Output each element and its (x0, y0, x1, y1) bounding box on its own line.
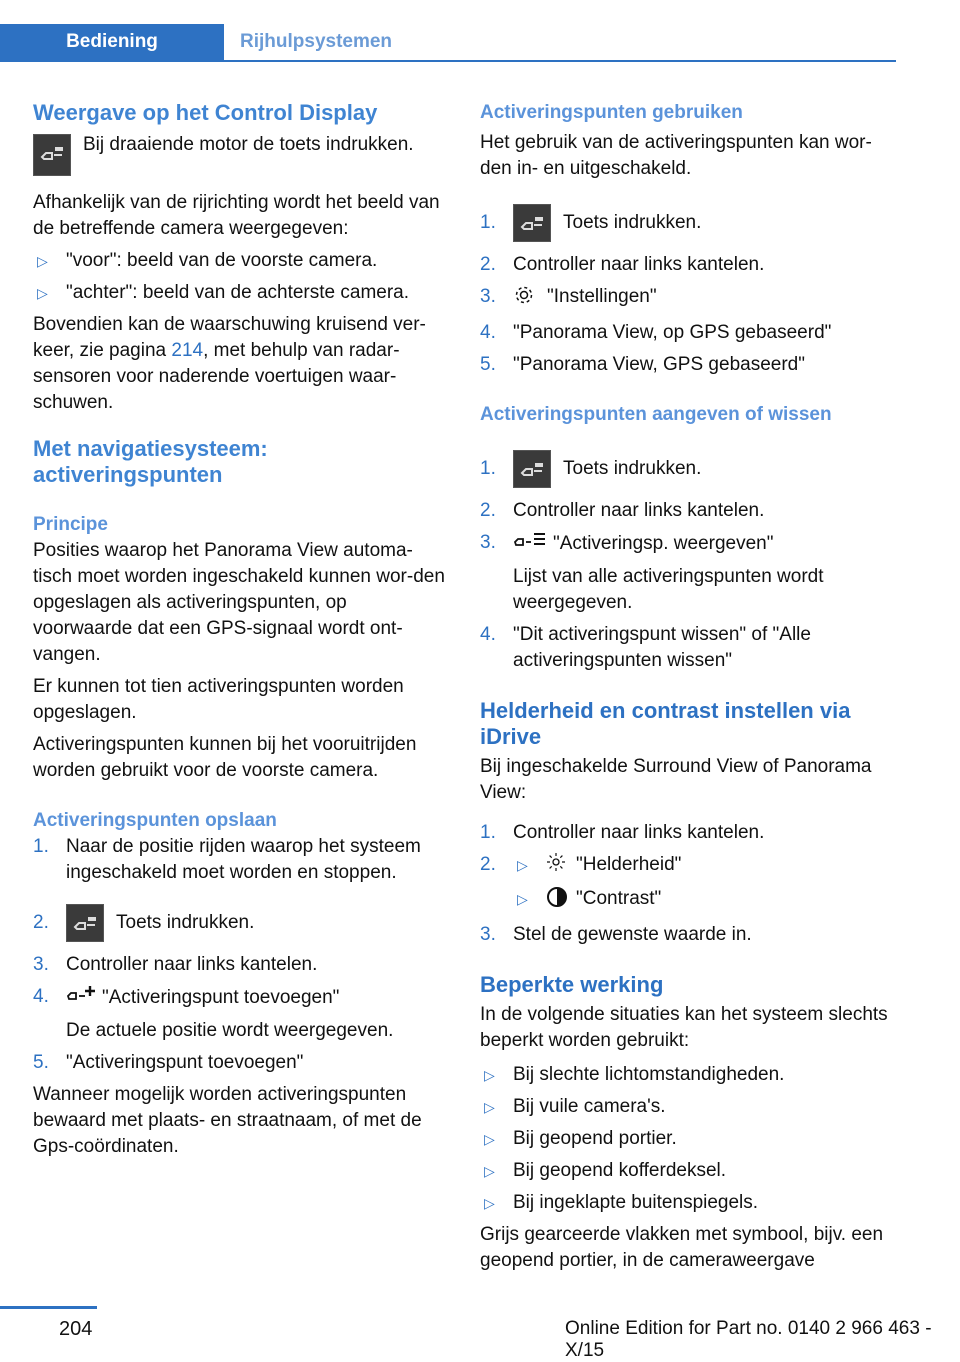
list-item: ▷ Bij vuile camera's. (480, 1094, 900, 1126)
edition-text: Online Edition for Part no. 0140 2 966 463 - X/15 (565, 1318, 932, 1361)
heading-opslaan: Activeringspunten opslaan (33, 810, 277, 831)
tab-rijhulpsystemen[interactable]: Rijhulpsystemen (240, 31, 393, 52)
tab-bediening[interactable]: Bediening (0, 24, 224, 60)
list-item: 3. "Activeringsp. weergeven" Lijst van alle activeringspunten wordt weergegeven. (480, 532, 824, 613)
bullet-triangle-icon: ▷ (37, 253, 48, 269)
p-principe-3: Activeringspunten kunnen bij het vooruitrijden worden gebruikt voor de voorste camera. (33, 734, 417, 781)
camera-button-icon (513, 204, 551, 242)
bullet-triangle-icon: ▷ (484, 1163, 495, 1179)
footer-divider (0, 1306, 97, 1309)
list-item: 2. Controller naar links kantelen. (480, 500, 765, 521)
heading-nav: Met navigatiesysteem: activeringspunten (33, 436, 268, 487)
bullet-triangle-icon: ▷ (37, 285, 48, 301)
opslaan-steps (33, 834, 448, 1076)
list-item: 2. Toets indrukken. (33, 900, 448, 946)
p-beperkt: In de volgende situaties kan het systeem slechts beperkt worden gebruikt: (480, 1004, 888, 1051)
list-item: 4. "Activeringspunt toevoegen" De actuele positie wordt weergegeven. (33, 986, 394, 1041)
left-column (33, 100, 448, 1160)
list-item: ▷ Bij ingeklapte buitenspiegels. (480, 1190, 900, 1222)
bullet-triangle-icon: ▷ (484, 1195, 495, 1211)
list-item: 1. Controller naar links kantelen. (480, 822, 765, 843)
aangeven-steps (480, 446, 900, 674)
bullet-triangle-icon: ▷ (484, 1131, 495, 1147)
p-direction: Afhankelijk van de rijrichting wordt het beeld van de betreffende camera weergegeven: (33, 192, 440, 239)
bullet-triangle-icon: ▷ (517, 857, 528, 873)
heading-principe: Principe (33, 514, 108, 535)
p-end: Wanneer mogelijk worden activeringspunten bewaard met plaats- en straatnaam, of met de Gps-coördinaten. (33, 1084, 422, 1157)
heading-gebruiken: Activeringspunten gebruiken (480, 102, 743, 123)
list-item: 5. "Activeringspunt toevoegen" (33, 1052, 304, 1073)
heading-helderheid: Helderheid en contrast instellen via iDrive (480, 698, 851, 749)
list-item: ▷ Bij slechte lichtomstandigheden. (480, 1062, 900, 1094)
p-warning: Bovendien kan de waarschuwing kruisend ver‐keer, zie pagina 214, met behulp van radar‐sensoren voor naderende voertuigen waar‐schuwen. (33, 314, 426, 413)
list-item: ▷ "voor": beeld van de voorste camera. (33, 248, 448, 280)
heading-display: Weergave op het Control Display (33, 100, 378, 125)
heading-aangeven: Activeringspunten aangeven of wissen (480, 404, 832, 425)
gear-icon (513, 284, 547, 314)
list-item: 3. "Instellingen" (480, 284, 900, 314)
camera-button-icon (33, 134, 71, 176)
list-item: 5. "Panorama View, GPS gebaseerd" (480, 354, 805, 375)
list-item: ▷ "achter": beeld van de achterste camera. (33, 280, 448, 312)
camera-button-icon (66, 904, 104, 942)
display-text: Bij draaiende motor de toets indrukken. (83, 134, 414, 155)
list-item: ▷ Bij geopend kofferdeksel. (480, 1158, 900, 1190)
bullet-triangle-icon: ▷ (517, 891, 528, 907)
p-principe-2: Er kunnen tot tien activeringspunten worden opgeslagen. (33, 676, 404, 723)
list-item: 1. Toets indrukken. (480, 446, 900, 492)
helderheid-steps (480, 820, 900, 948)
page-number: 204 (59, 1318, 93, 1340)
list-item: 2. ▷ "Helderheid" ▷ "Contrast" (480, 852, 900, 916)
page-header (0, 24, 896, 62)
p-gebruiken: Het gebruik van de activeringspunten kan wor‐den in- en uitgeschakeld. (480, 132, 872, 179)
p-principe-1: Posities waarop het Panorama View automa‐tisch moet worden ingeschakeld kunnen wor‐den opgeslagen als activeringspunten, op voorwaarde dat een GPS-signaal wordt ont‐vangen. (33, 540, 445, 665)
list-item: 2. Controller naar links kantelen. (480, 254, 765, 275)
list-item: 4. "Dit activeringspunt wissen" of "Alle activeringspunten wissen" (480, 624, 811, 671)
contrast-icon (546, 886, 576, 916)
camera-button-icon (513, 450, 551, 488)
header-divider (0, 60, 896, 62)
direction-list (33, 248, 448, 312)
list-item: ▷ Bij geopend portier. (480, 1126, 900, 1158)
brightness-icon (546, 852, 576, 880)
add-point-icon (66, 984, 102, 1012)
beperkt-list (480, 1062, 900, 1222)
list-item: 4. "Panorama View, op GPS gebaseerd" (480, 322, 832, 343)
heading-beperkt: Beperkte werking (480, 972, 664, 997)
point-list-icon (513, 530, 553, 558)
list-item: 3. Stel de gewenste waarde in. (480, 924, 752, 945)
bullet-triangle-icon: ▷ (484, 1099, 495, 1115)
list-item: 1. Naar de positie rijden waarop het systeem ingeschakeld moet worden en stoppen. (33, 836, 421, 883)
p-helderheid: Bij ingeschakelde Surround View of Panorama View: (480, 756, 872, 803)
gebruiken-steps (480, 200, 900, 378)
page-link[interactable]: 214 (171, 340, 204, 361)
bullet-triangle-icon: ▷ (484, 1067, 495, 1083)
list-item: 1. Toets indrukken. (480, 200, 900, 246)
display-instruction (33, 132, 448, 182)
p-grijs: Grijs gearceerde vlakken met symbool, bijv. een geopend portier, in de cameraweergave (480, 1224, 884, 1271)
list-item: 3. Controller naar links kantelen. (33, 954, 318, 975)
right-column (480, 100, 900, 1274)
